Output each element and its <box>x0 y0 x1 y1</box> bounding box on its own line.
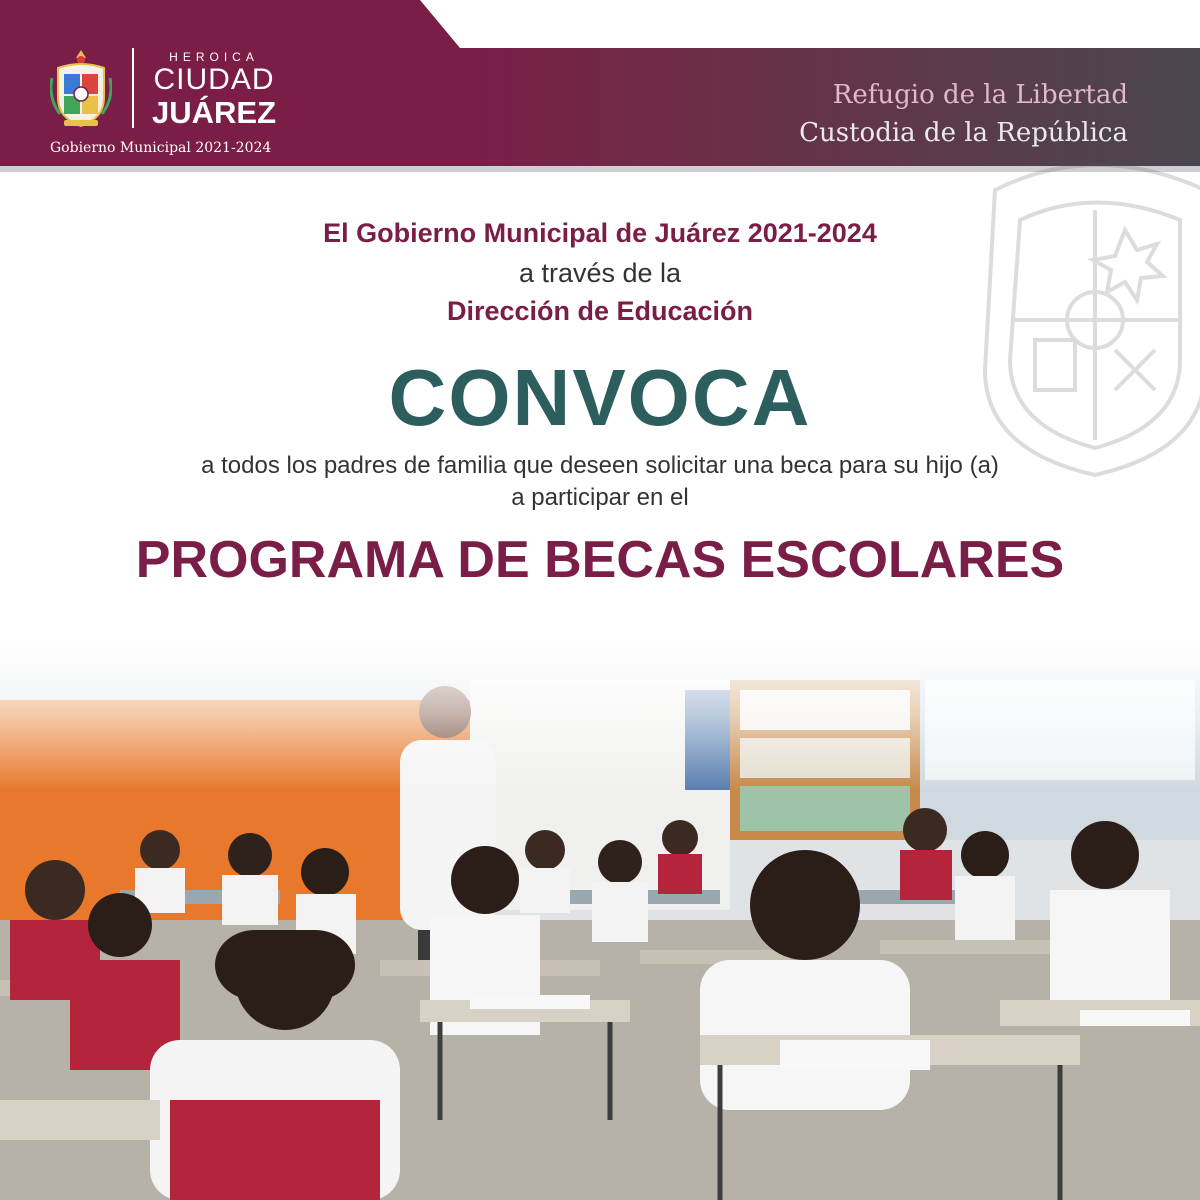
header-corner-wedge <box>420 0 1200 48</box>
invitation-line-padres: a todos los padres de familia que deseen solicitar una beca para su hijo (a) <box>201 452 999 479</box>
convoca-heading: CONVOCA <box>388 353 812 442</box>
header-banner <box>0 0 1200 172</box>
program-title: PROGRAMA DE BECAS ESCOLARES <box>135 531 1065 589</box>
logo-ciudad: CIUDAD <box>153 63 275 96</box>
intro-line-direccion: Dirección de Educación <box>446 296 754 326</box>
logo-juarez: JUÁREZ <box>151 95 276 130</box>
classroom-photo <box>0 640 1200 1200</box>
logo-divider <box>132 48 134 128</box>
motto-line-1: Refugio de la Libertad <box>832 80 1128 110</box>
intro-line-traves: a través de la <box>518 258 682 288</box>
motto-line-2: Custodia de la República <box>799 118 1128 148</box>
photo-top-fade <box>0 640 1200 790</box>
logo-gobierno-municipal: Gobierno Municipal 2021-2024 <box>50 140 272 156</box>
invitation-line-participar: a participar en el <box>511 484 689 511</box>
logo-heroica: HEROICA <box>169 50 259 64</box>
intro-line-gobierno: El Gobierno Municipal de Juárez 2021-2024 <box>323 218 877 248</box>
city-coat-of-arms-icon <box>50 48 112 130</box>
